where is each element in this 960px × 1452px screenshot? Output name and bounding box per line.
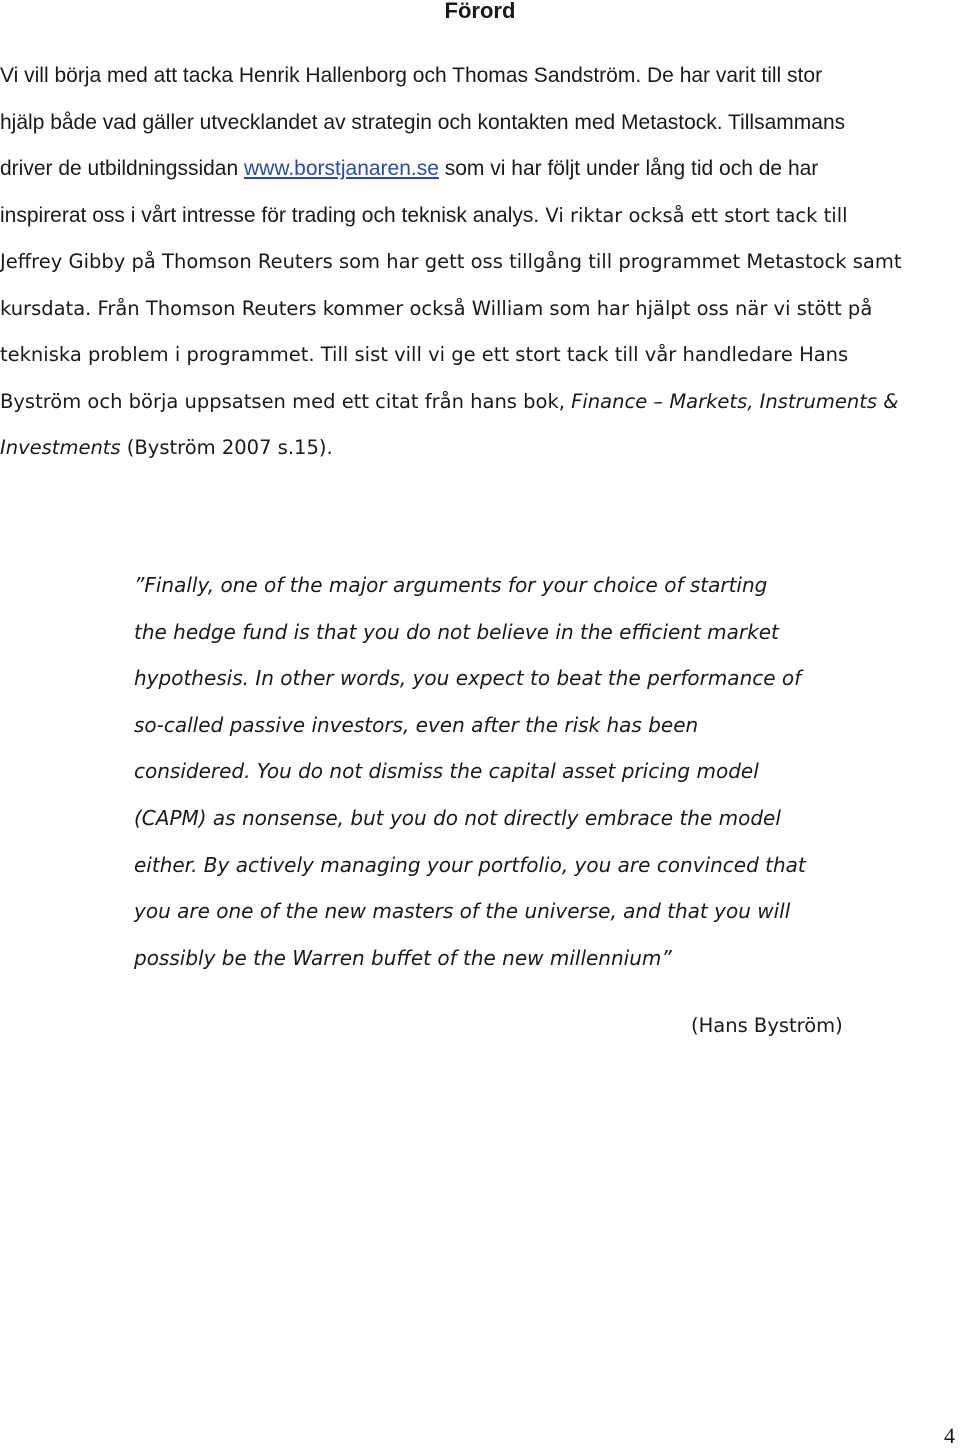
paragraph-line (0, 425, 902, 472)
quote-line: hypothesis. In other words, you expect to beat the performance of (134, 666, 802, 691)
paragraph-line: Vi vill börja med att tacka Henrik Hallenborg och Thomas Sandström. De har varit till stor (0, 64, 823, 87)
quote-attribution: (Hans Byström) (691, 1014, 843, 1037)
paragraph-line (0, 193, 902, 240)
quote-line: so-called passive investors, even after the risk has been (134, 712, 699, 737)
paragraph-line: tekniska problem i programmet. Till sist vill vi ge ett stort tack till vår handledare Hans (0, 343, 849, 366)
book-title: Investments (0, 436, 121, 459)
paragraph-line: Jeffrey Gibby på Thomson Reuters som har gett oss tillgång till programmet Metastock samt (0, 250, 902, 273)
quote-line: (CAPM) as nonsense, but you do not directly embrace the model (134, 805, 781, 830)
paragraph-text: Byström och börja uppsatsen med ett citat från hans bok, (0, 389, 572, 413)
page-number: 4 (944, 1423, 955, 1448)
paragraph-text: inspirerat oss i vårt intresse för trading och teknisk analys. (0, 203, 540, 227)
acknowledgement-paragraph (0, 53, 902, 472)
quote-line: possibly be the Warren buffet of the new millennium” (134, 945, 672, 970)
paragraph-text: driver de utbildningssidan (0, 157, 244, 180)
quote-line: the hedge fund is that you do not believe in the efficient market (134, 619, 779, 644)
paragraph-text: Vi riktar också ett stort tack till (539, 203, 848, 227)
paragraph-line: hjälp både vad gäller utvecklandet av strategin och kontakten med Metastock. Tillsammans (0, 110, 846, 134)
paragraph-text: (Byström 2007 s.15). (120, 436, 333, 459)
paragraph-line (0, 379, 902, 426)
borstjanaren-link[interactable]: www.borstjanaren.se (243, 157, 439, 180)
quote-line: you are one of the new masters of the universe, and that you will (134, 899, 791, 924)
quote-line: either. By actively managing your portfolio, you are convinced that (134, 852, 806, 877)
paragraph-line: kursdata. Från Thomson Reuters kommer också William som har hjälpt oss när vi stött på (0, 296, 873, 320)
paragraph-line (0, 146, 902, 193)
quote-line: ”Finally, one of the major arguments for your choice of starting (134, 573, 768, 597)
book-title: Finance – Markets, Instruments & (571, 389, 899, 413)
book-quote (134, 562, 806, 981)
quote-line: considered. You do not dismiss the capital asset pricing model (134, 759, 759, 784)
paragraph-text: som vi har följt under lång tid och de har (438, 157, 819, 180)
page-title: Förord (444, 0, 516, 23)
